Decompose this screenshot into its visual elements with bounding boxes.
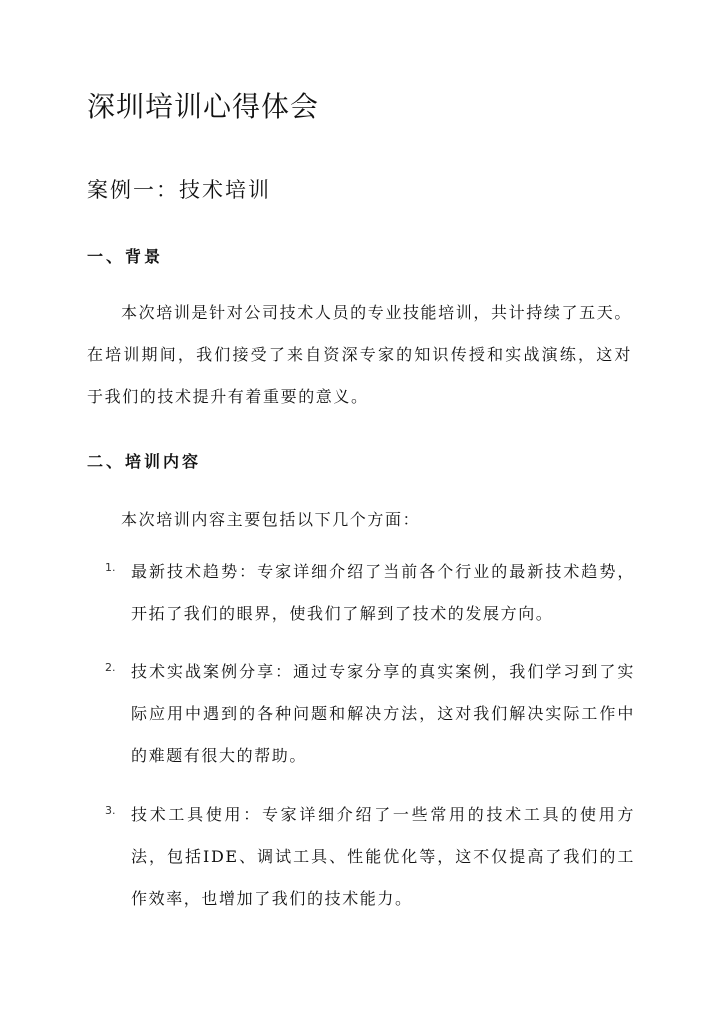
section-heading-background: 一、背景	[87, 247, 164, 266]
list-item	[105, 551, 635, 635]
content-intro: 本次培训内容主要包括以下几个方面：	[121, 510, 421, 529]
list-item-text: 技术实战案例分享：通过专家分享的真实案例，我们学习到了实际应用中遇到的各种问题和解决方法，这对我们解决实际工作中的难题有很大的帮助。	[131, 662, 635, 765]
list-item-text: 最新技术趋势：专家详细介绍了当前各个行业的最新技术趋势，开拓了我们的眼界，使我们了解到了技术的发展方向。	[131, 562, 635, 623]
background-paragraph: 本次培训是针对公司技术人员的专业技能培训，共计持续了五天。在培训期间，我们接受了来自资深专家的知识传授和实战演练，这对于我们的技术提升有着重要的意义。	[87, 303, 632, 406]
case-subtitle: 案例一：技术培训	[87, 178, 271, 202]
section-heading-content: 二、培训内容	[87, 452, 202, 471]
list-item	[105, 651, 635, 777]
list-item	[105, 794, 635, 920]
list-item-text: 技术工具使用：专家详细介绍了一些常用的技术工具的使用方法，包括IDE、调试工具、性能优化等，这不仅提高了我们的工作效率，也增加了我们的技术能力。	[131, 805, 635, 908]
list-number: 1.	[105, 561, 116, 574]
list-number: 3.	[105, 804, 116, 817]
list-number: 2.	[105, 661, 116, 674]
document-title: 深圳培训心得体会	[87, 90, 320, 123]
